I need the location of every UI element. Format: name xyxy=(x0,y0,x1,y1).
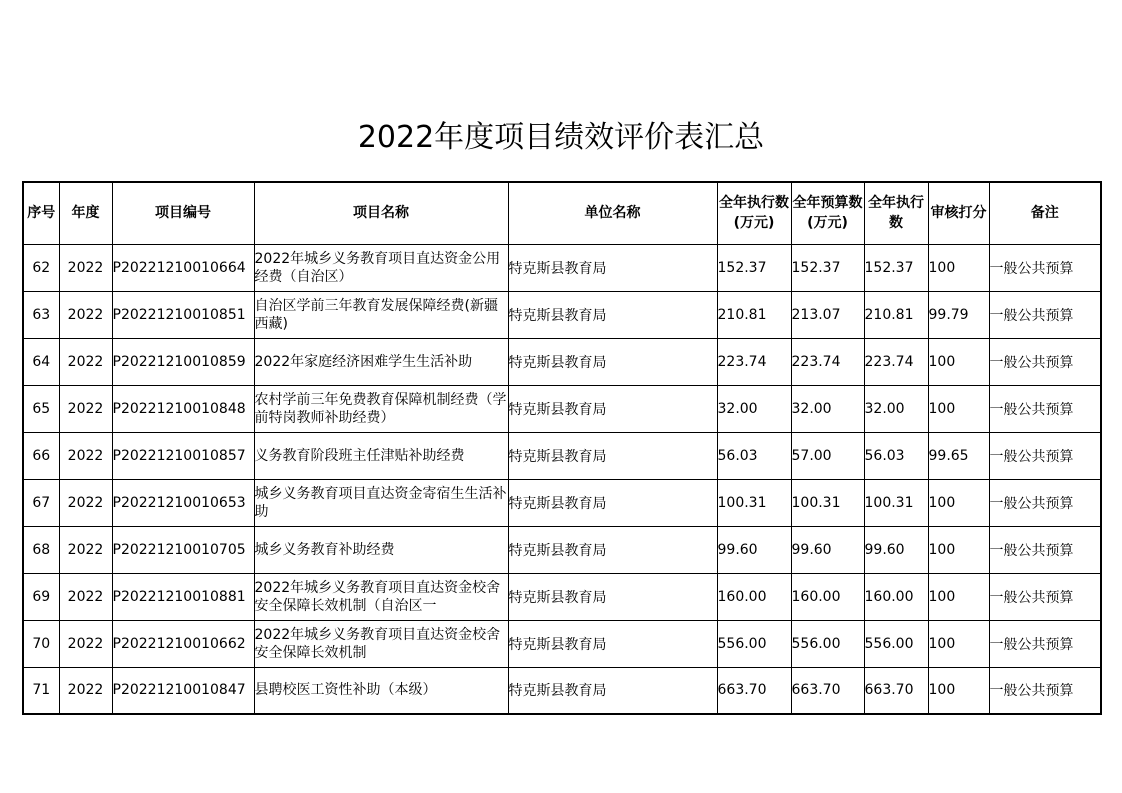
cell-year: 2022 xyxy=(59,338,112,385)
cell-exec-count: 56.03 xyxy=(864,432,928,479)
cell-remark: 一般公共预算 xyxy=(989,479,1101,526)
cell-remark: 一般公共预算 xyxy=(989,338,1101,385)
cell-code: P20221210010662 xyxy=(112,620,254,667)
cell-exec-count: 32.00 xyxy=(864,385,928,432)
cell-code: P20221210010653 xyxy=(112,479,254,526)
cell-remark: 一般公共预算 xyxy=(989,667,1101,714)
cell-score: 99.65 xyxy=(928,432,989,479)
header-code: 项目编号 xyxy=(112,182,254,244)
cell-seq: 69 xyxy=(23,573,59,620)
cell-exec-count: 100.31 xyxy=(864,479,928,526)
table-row xyxy=(23,479,1101,526)
cell-exec: 210.81 xyxy=(717,291,791,338)
cell-score: 100 xyxy=(928,338,989,385)
cell-remark: 一般公共预算 xyxy=(989,573,1101,620)
cell-budget: 160.00 xyxy=(791,573,864,620)
cell-exec-count: 663.70 xyxy=(864,667,928,714)
header-name: 项目名称 xyxy=(254,182,508,244)
cell-unit: 特克斯县教育局 xyxy=(508,432,717,479)
cell-exec-count: 99.60 xyxy=(864,526,928,573)
cell-exec: 663.70 xyxy=(717,667,791,714)
cell-unit: 特克斯县教育局 xyxy=(508,338,717,385)
cell-code: P20221210010859 xyxy=(112,338,254,385)
page-title: 2022年度项目绩效评价表汇总 xyxy=(357,120,765,155)
cell-remark: 一般公共预算 xyxy=(989,432,1101,479)
cell-name: 城乡义务教育项目直达资金寄宿生生活补助 xyxy=(254,479,508,526)
table-row xyxy=(23,291,1101,338)
cell-exec-count: 210.81 xyxy=(864,291,928,338)
header-row xyxy=(23,182,1101,244)
cell-budget: 152.37 xyxy=(791,244,864,291)
cell-unit: 特克斯县教育局 xyxy=(508,479,717,526)
header-remark: 备注 xyxy=(989,182,1101,244)
cell-name: 2022年城乡义务教育项目直达资金公用经费（自治区） xyxy=(254,244,508,291)
cell-remark: 一般公共预算 xyxy=(989,385,1101,432)
cell-unit: 特克斯县教育局 xyxy=(508,526,717,573)
header-seq: 序号 xyxy=(23,182,59,244)
cell-seq: 67 xyxy=(23,479,59,526)
cell-exec: 32.00 xyxy=(717,385,791,432)
cell-year: 2022 xyxy=(59,667,112,714)
cell-year: 2022 xyxy=(59,573,112,620)
cell-name: 农村学前三年免费教育保障机制经费（学前特岗教师补助经费） xyxy=(254,385,508,432)
cell-name: 2022年城乡义务教育项目直达资金校舍安全保障长效机制（自治区一 xyxy=(254,573,508,620)
cell-year: 2022 xyxy=(59,620,112,667)
table-row xyxy=(23,620,1101,667)
table-row xyxy=(23,432,1101,479)
cell-exec: 556.00 xyxy=(717,620,791,667)
header-budget: 全年预算数(万元) xyxy=(791,182,864,244)
cell-exec: 223.74 xyxy=(717,338,791,385)
cell-unit: 特克斯县教育局 xyxy=(508,573,717,620)
cell-unit: 特克斯县教育局 xyxy=(508,667,717,714)
cell-seq: 63 xyxy=(23,291,59,338)
header-score: 审核打分 xyxy=(928,182,989,244)
cell-exec-count: 152.37 xyxy=(864,244,928,291)
cell-exec: 100.31 xyxy=(717,479,791,526)
cell-remark: 一般公共预算 xyxy=(989,244,1101,291)
cell-exec: 160.00 xyxy=(717,573,791,620)
cell-score: 100 xyxy=(928,526,989,573)
cell-seq: 70 xyxy=(23,620,59,667)
cell-unit: 特克斯县教育局 xyxy=(508,291,717,338)
cell-budget: 663.70 xyxy=(791,667,864,714)
cell-unit: 特克斯县教育局 xyxy=(508,385,717,432)
table-row xyxy=(23,338,1101,385)
cell-seq: 65 xyxy=(23,385,59,432)
cell-code: P20221210010705 xyxy=(112,526,254,573)
table-row xyxy=(23,526,1101,573)
cell-code: P20221210010847 xyxy=(112,667,254,714)
table-row xyxy=(23,573,1101,620)
cell-budget: 213.07 xyxy=(791,291,864,338)
cell-exec: 99.60 xyxy=(717,526,791,573)
cell-seq: 66 xyxy=(23,432,59,479)
cell-code: P20221210010851 xyxy=(112,291,254,338)
cell-score: 99.79 xyxy=(928,291,989,338)
cell-year: 2022 xyxy=(59,244,112,291)
cell-exec: 56.03 xyxy=(717,432,791,479)
table-row xyxy=(23,667,1101,714)
cell-name: 县聘校医工资性补助（本级） xyxy=(254,667,508,714)
cell-budget: 32.00 xyxy=(791,385,864,432)
cell-score: 100 xyxy=(928,573,989,620)
cell-name: 2022年家庭经济困难学生生活补助 xyxy=(254,338,508,385)
cell-seq: 68 xyxy=(23,526,59,573)
cell-year: 2022 xyxy=(59,385,112,432)
cell-code: P20221210010857 xyxy=(112,432,254,479)
cell-remark: 一般公共预算 xyxy=(989,620,1101,667)
cell-code: P20221210010881 xyxy=(112,573,254,620)
performance-table xyxy=(22,181,1102,715)
cell-year: 2022 xyxy=(59,291,112,338)
cell-budget: 556.00 xyxy=(791,620,864,667)
cell-name: 自治区学前三年教育发展保障经费(新疆西藏) xyxy=(254,291,508,338)
cell-seq: 62 xyxy=(23,244,59,291)
cell-year: 2022 xyxy=(59,479,112,526)
cell-score: 100 xyxy=(928,620,989,667)
header-unit: 单位名称 xyxy=(508,182,717,244)
cell-name: 义务教育阶段班主任津贴补助经费 xyxy=(254,432,508,479)
cell-score: 100 xyxy=(928,667,989,714)
cell-budget: 99.60 xyxy=(791,526,864,573)
cell-score: 100 xyxy=(928,479,989,526)
cell-name: 城乡义务教育补助经费 xyxy=(254,526,508,573)
cell-year: 2022 xyxy=(59,526,112,573)
cell-exec-count: 556.00 xyxy=(864,620,928,667)
cell-exec-count: 160.00 xyxy=(864,573,928,620)
header-exec-count: 全年执行数 xyxy=(864,182,928,244)
cell-seq: 64 xyxy=(23,338,59,385)
header-year: 年度 xyxy=(59,182,112,244)
cell-remark: 一般公共预算 xyxy=(989,291,1101,338)
header-exec: 全年执行数(万元) xyxy=(717,182,791,244)
table-row xyxy=(23,385,1101,432)
cell-exec: 152.37 xyxy=(717,244,791,291)
cell-name: 2022年城乡义务教育项目直达资金校舍安全保障长效机制 xyxy=(254,620,508,667)
cell-score: 100 xyxy=(928,244,989,291)
cell-remark: 一般公共预算 xyxy=(989,526,1101,573)
cell-unit: 特克斯县教育局 xyxy=(508,244,717,291)
cell-seq: 71 xyxy=(23,667,59,714)
table-row xyxy=(23,244,1101,291)
cell-score: 100 xyxy=(928,385,989,432)
cell-budget: 100.31 xyxy=(791,479,864,526)
cell-year: 2022 xyxy=(59,432,112,479)
cell-budget: 57.00 xyxy=(791,432,864,479)
cell-exec-count: 223.74 xyxy=(864,338,928,385)
cell-unit: 特克斯县教育局 xyxy=(508,620,717,667)
cell-budget: 223.74 xyxy=(791,338,864,385)
cell-code: P20221210010848 xyxy=(112,385,254,432)
cell-code: P20221210010664 xyxy=(112,244,254,291)
